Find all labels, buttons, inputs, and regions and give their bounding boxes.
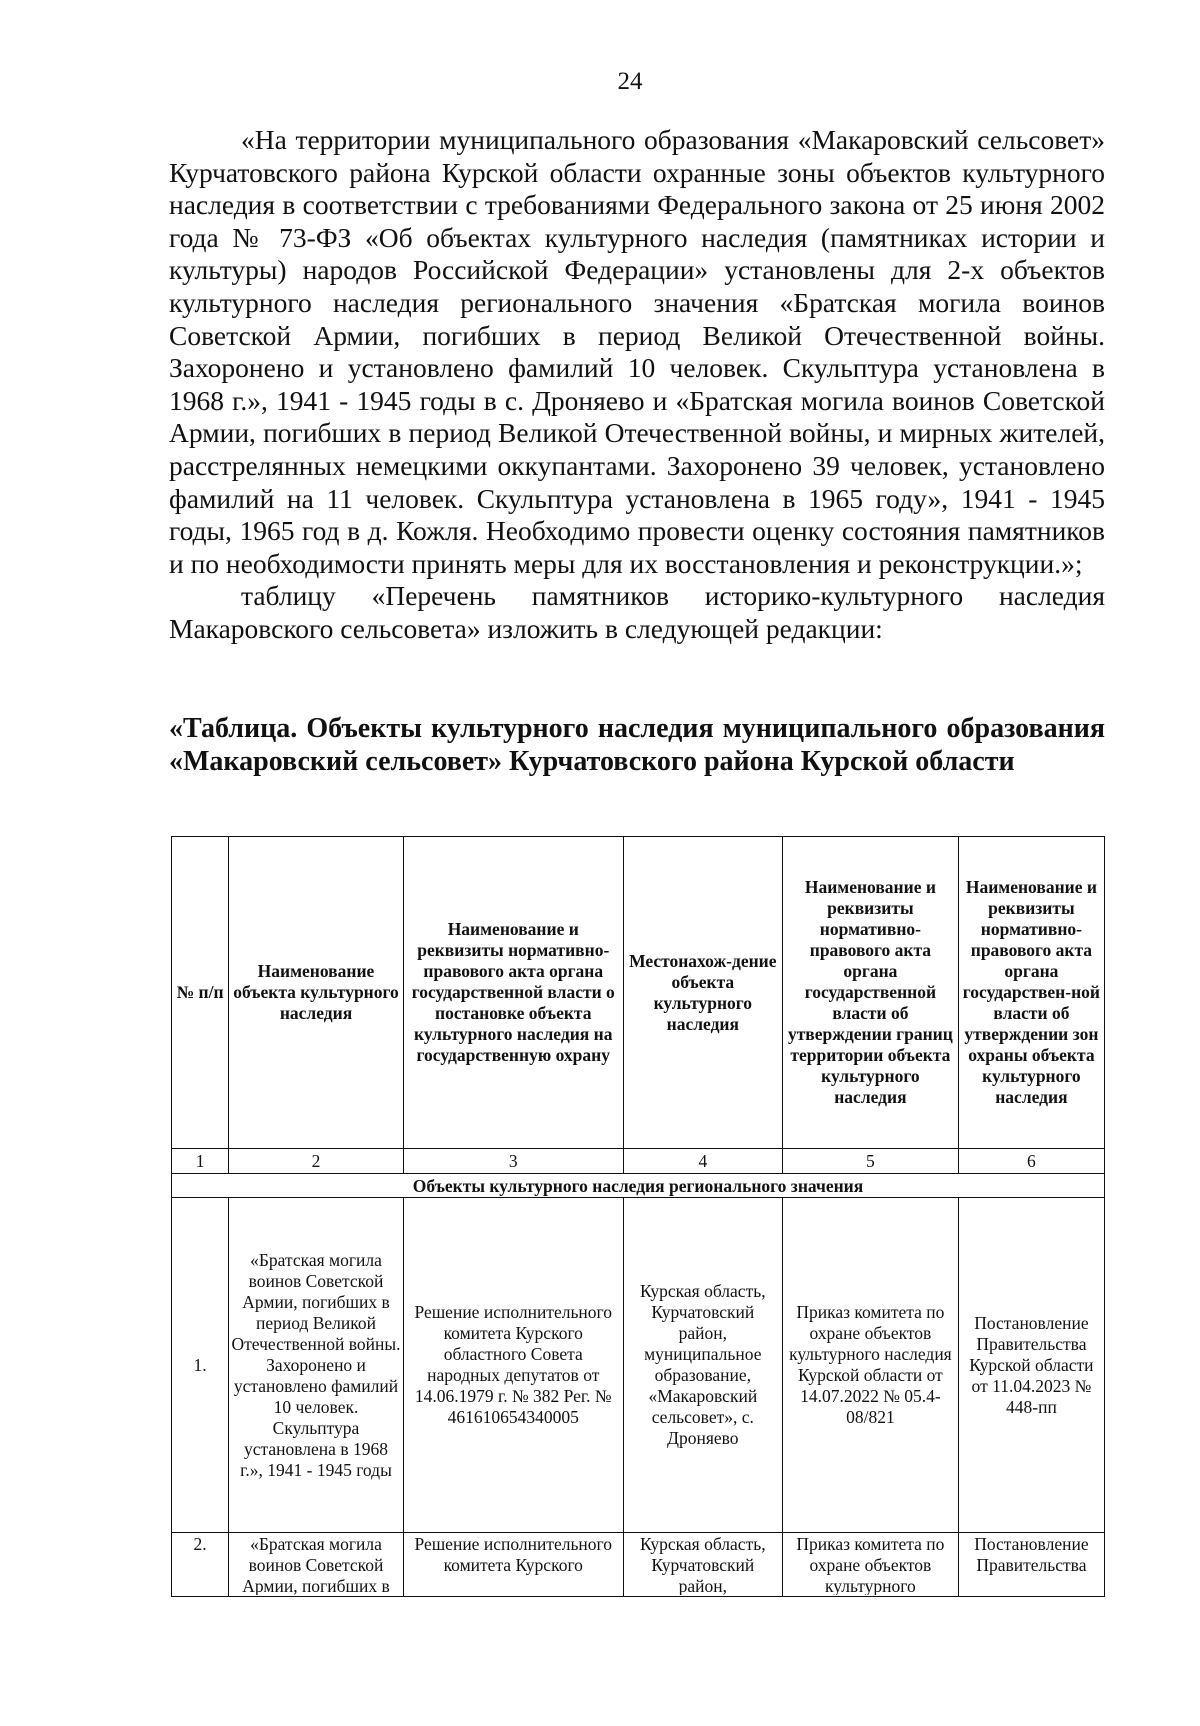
- column-number: 6: [958, 1149, 1104, 1174]
- row-zones: [958, 1533, 1104, 1597]
- row-location-text: Курская область, Курчатовский район,: [640, 1534, 766, 1595]
- paragraph-2: таблицу «Перечень памятников историко-культурного наследия Макаровского сельсовета» изложить в следующей редакции:: [169, 580, 1105, 644]
- row-act: [403, 1533, 623, 1597]
- row-zones-text: Постановление Правительства: [974, 1534, 1089, 1575]
- column-number-row: [172, 1149, 1105, 1174]
- column-number: 4: [623, 1149, 782, 1174]
- body-text: [169, 124, 1105, 646]
- row-act: Решение исполнительного комитета Курского областного Совета народных депутатов от 14.06.1979 г. № 382 Рег. № 461610654340005: [403, 1198, 623, 1533]
- column-number: 3: [403, 1149, 623, 1174]
- row-name: [229, 1533, 404, 1597]
- row-num: 1.: [172, 1198, 229, 1533]
- row-name: «Братская могила воинов Советской Армии, погибших в период Великой Отечественной войны. Захоронено и установлено фамилий 10 человек. Скульптура установлена в 1968 г.», 1941 - 1945 годы: [229, 1198, 404, 1533]
- column-number: 2: [229, 1149, 404, 1174]
- row-location: Курская область, Курчатовский район, муниципальное образование, «Макаровский сельсовет», с. Дроняево: [623, 1198, 782, 1533]
- page-number: 24: [617, 68, 643, 95]
- table-title: «Таблица. Объекты культурного наследия муниципального образования «Макаровский сельсовет» Курчатовского района Курской области: [169, 713, 1105, 777]
- section-row: [172, 1174, 1105, 1198]
- row-name-text: «Братская могила воинов Советской Армии, погибших в: [242, 1534, 390, 1595]
- header-name: Наименование объекта культурного наследия: [229, 837, 404, 1149]
- row-zones: Постановление Правительства Курской области от 11.04.2023 № 448-пп: [958, 1198, 1104, 1533]
- row-borders: Приказ комитета по охране объектов культурного наследия Курской области от 14.07.2022 № 05.4-08/821: [782, 1198, 958, 1533]
- table-row: [172, 1533, 1105, 1597]
- row-borders: [782, 1533, 958, 1597]
- header-location: Местонахож-дение объекта культурного наследия: [623, 837, 782, 1149]
- heritage-table: [171, 836, 1105, 1597]
- row-borders-text: Приказ комитета по охране объектов культурного: [796, 1534, 945, 1595]
- column-number: 1: [172, 1149, 229, 1174]
- header-borders: Наименование и реквизиты нормативно-правового акта органа государственной власти об утверждении границ территории объекта культурного наследия: [782, 837, 958, 1149]
- table-header-row: [172, 837, 1105, 1149]
- table-row: [172, 1198, 1105, 1533]
- paragraph-1: «На территории муниципального образования «Макаровский сельсовет» Курчатовского района Курской области охранные зоны объектов культурного наследия в соответствии с требованиями Федерального закона от 25 июня 2002 года № 73-ФЗ «Об объектах культурного наследия (памятниках истории и культуры) народов Российской Федерации» установлены для 2-х объектов культурного наследия регионального значения «Братская могила воинов Советской Армии, погибших в период Великой Отечественной войны. Захоронено и установлено фамилий 10 человек. Скульптура установлена в 1968 г.», 1941 - 1945 годы в с. Дроняево и «Братская могила воинов Советской Армии, погибших в период Великой Отечественной войны, и мирных жителей, расстрелянных немецкими оккупантами. Захоронено 39 человек, установлено фамилий на 11 человек. Скульптура установлена в 1965 году», 1941 - 1945 годы, 1965 год в д. Кожля. Необходимо провести оценку состояния памятников и по необходимости принять меры для их восстановления и реконструкции.»;: [169, 124, 1105, 579]
- header-act: Наименование и реквизиты нормативно-правового акта органа государственной власти о постановке объекта культурного наследия на государственную охрану: [403, 837, 623, 1149]
- row-num: [172, 1533, 229, 1597]
- column-number: 5: [782, 1149, 958, 1174]
- row-location: [623, 1533, 782, 1597]
- section-title: Объекты культурного наследия регионального значения: [172, 1174, 1105, 1198]
- row-num-text: 2.: [193, 1534, 207, 1554]
- row-act-text: Решение исполнительного комитета Курского: [414, 1534, 613, 1575]
- header-num: № п/п: [172, 837, 229, 1149]
- header-zones: Наименование и реквизиты нормативно-правового акта органа государствен-ной власти об утверждении зон охраны объекта культурного наследия: [958, 837, 1104, 1149]
